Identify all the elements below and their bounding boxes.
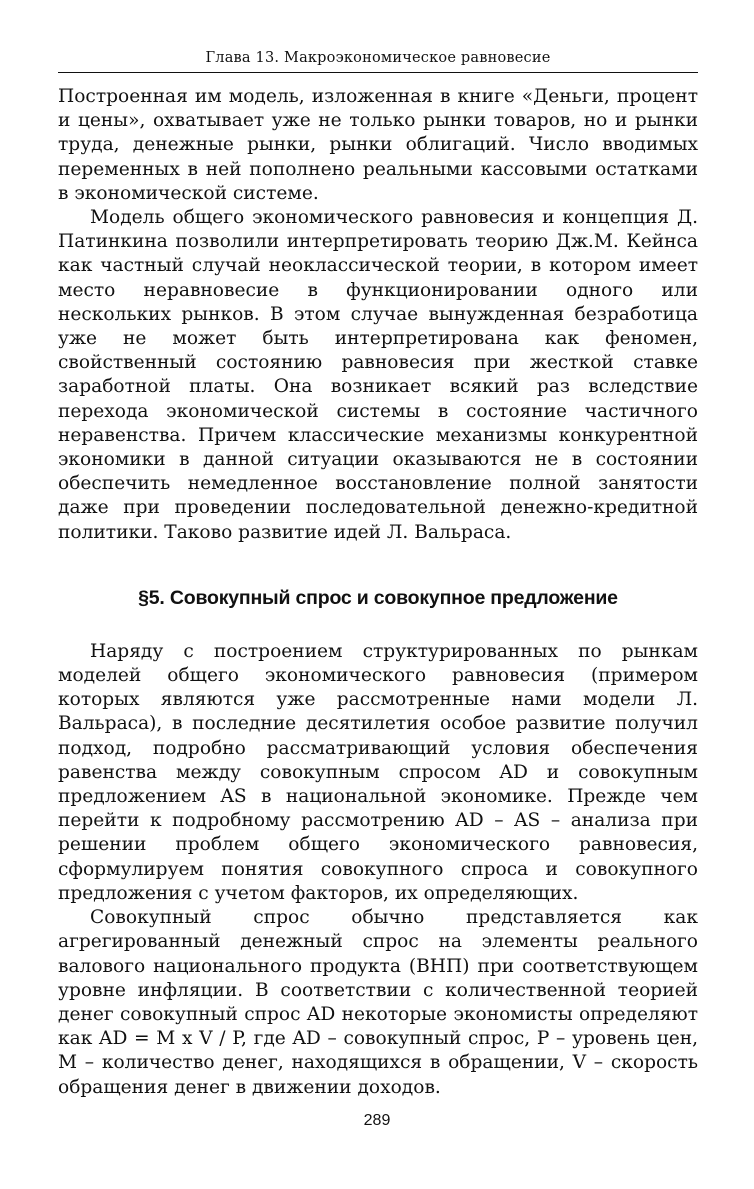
- paragraph: Построенная им модель, изложенная в книге «Деньги, процент и цены», охватывает уже не только рынки товаров, но и рынки труда, денежные рынки, рынки облигаций. Число вводимых переменных в ней пополнено реальными кассовыми остатками в экономической системе.: [58, 86, 698, 204]
- page-number: 289: [363, 1112, 391, 1129]
- page: [58, 50, 698, 1100]
- paragraph: Совокупный спрос обычно представляется как агрегированный денежный спрос на элементы реального валового национального продукта (ВНП) при соответствующем уровне инфляции. В соответствии с количественной теорией денег совокупный спрос AD некоторые экономисты определяют как AD = M x V / P, где AD – совокупный спрос, P – уровень цен, M – количество денег, находящихся в обращении, V – скорость обращения денег в движении доходов.: [58, 907, 698, 1098]
- section-heading: §5. Совокупный спрос и совокупное предложение: [138, 586, 618, 609]
- section-2-body: [58, 640, 698, 1100]
- paragraph: Наряду с построением структурированных по рынкам моделей общего экономического равновесия (примером которых являются уже рассмотренные нами модели Л. Вальраса), в последние десятилетия особое развитие получил подход, подробно рассматривающий условия обеспечения равенства между совокупным спросом AD и совокупным предложением AS в национальной экономике. Прежде чем перейти к подробному рассмотрению AD – AS – анализа при решении проблем общего экономического равновесия, сформулируем понятия совокупного спроса и совокупного предложения с учетом факторов, их определяющих.: [58, 640, 698, 904]
- section-1-body: [58, 85, 698, 545]
- running-head: Глава 13. Макроэкономическое равновесие: [58, 50, 698, 73]
- paragraph: Модель общего экономического равновесия и концепция Д. Патинкина позволили интерпретировать теорию Дж.М. Кейнса как частный случай неоклассической теории, в котором имеет место неравновесие в функционировании одного или нескольких рынков. В этом случае вынужденная безработица уже не может быть интерпретирована как феномен, свойственный состоянию равновесия при жесткой ставке заработной платы. Она возникает всякий раз вследствие перехода экономической системы в состояние частичного неравенства. Причем классические механизмы конкурентной экономики в данной ситуации оказываются не в состоянии обеспечить немедленное восстановление полной занятости даже при проведении последовательной денежно-кредитной политики. Таково развитие идей Л. Вальраса.: [58, 207, 698, 543]
